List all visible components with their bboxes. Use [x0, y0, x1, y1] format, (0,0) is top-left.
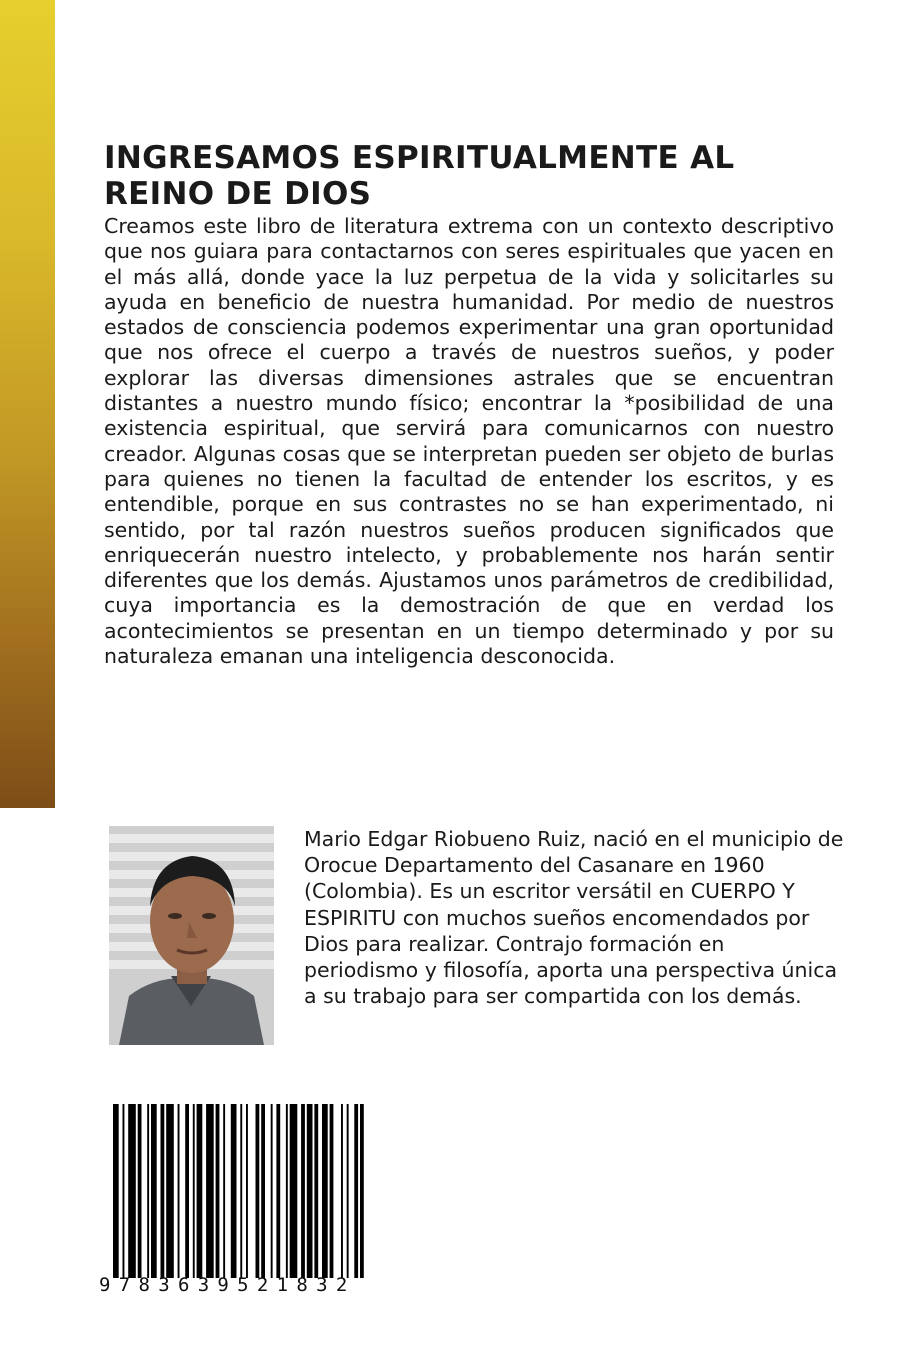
barcode-bar [197, 1104, 203, 1278]
barcode-bar [206, 1104, 214, 1278]
barcode-bar [123, 1104, 125, 1278]
barcode-bar [185, 1104, 189, 1278]
isbn-barcode [99, 1104, 419, 1304]
barcode-bar [286, 1104, 288, 1278]
barcode-bar [330, 1104, 334, 1278]
barcode-bar [147, 1104, 149, 1278]
barcode-bars [99, 1104, 419, 1278]
barcode-bar [151, 1104, 157, 1278]
barcode-bar [271, 1104, 273, 1278]
barcode-bar [178, 1104, 180, 1278]
barcode-bar [347, 1104, 349, 1278]
barcode-bar [240, 1104, 242, 1278]
author-bio: Mario Edgar Riobueno Ruiz, nació en el municipio de Orocue Departamento del Casanare en 1960 (Colombia). Es un escritor versátil en CUERPO Y ESPIRITU con muchos sueños encomendados por Dios para realizar. Contrajo formación en periodismo y filosofía, aporta una perspectiva única a su trabajo para ser compartida con los demás. [304, 827, 844, 1009]
book-title: INGRESAMOS ESPIRITUALMENTE AL REINO DE DIOS [104, 140, 735, 212]
barcode-bar [166, 1104, 174, 1278]
barcode-bar [193, 1104, 195, 1278]
barcode-bar [128, 1104, 136, 1278]
barcode-bar [231, 1104, 237, 1278]
barcode-bar [216, 1104, 220, 1278]
barcode-bar [322, 1104, 328, 1278]
barcode-bar [261, 1104, 265, 1278]
barcode-bar [113, 1104, 119, 1278]
author-photo [109, 826, 274, 1045]
barcode-bar [301, 1104, 305, 1278]
book-description: Creamos este libro de literatura extrema con un contexto descriptivo que nos guiara para contactarnos con seres espirituales que yacen en el más allá, donde yace la luz perpetua de la vida y solicitarles su ayuda en beneficio de nuestra humanidad. Por medio de nuestros estados de consciencia podemos experimentar una gran oportunidad que nos ofrece el cuerpo a través de nuestros sueños, y poder explorar las diversas dimensiones astrales que se encuentran distantes a nuestro mundo físico; encontrar la *posibilidad de una existencia espiritual, que servirá para comunicarnos con nuestro creador. Algunas cosas que se interpretan pueden ser objeto de burlas para quienes no tienen la facultad de entender los escritos, y es entendible, porque en sus contrastes no se han experimentado, ni sentido, por tal razón nuestros sueños producen significados que enriquecerán nuestro intelecto, y probablemente nos harán sentir diferentes que los demás. Ajustamos unos parámetros de credibilidad, cuya importancia es la demostración de que en verdad los acontecimientos se presentan en un tiempo determinado y por su naturaleza emanan una inteligencia desconocida. [104, 214, 834, 669]
barcode-bar [290, 1104, 298, 1278]
barcode-bar [256, 1104, 260, 1278]
barcode-bar [223, 1104, 225, 1278]
barcode-bar [276, 1104, 280, 1278]
barcode-bar [354, 1104, 358, 1278]
barcode-bar [307, 1104, 313, 1278]
barcode-bar [161, 1104, 165, 1278]
barcode-bar [360, 1104, 364, 1278]
barcode-bar [341, 1104, 343, 1278]
decorative-gold-band [0, 0, 55, 808]
isbn-number: 9783639521832 [99, 1274, 356, 1296]
barcode-bar [314, 1104, 318, 1278]
barcode-bar [138, 1104, 142, 1278]
barcode-bar [246, 1104, 248, 1278]
